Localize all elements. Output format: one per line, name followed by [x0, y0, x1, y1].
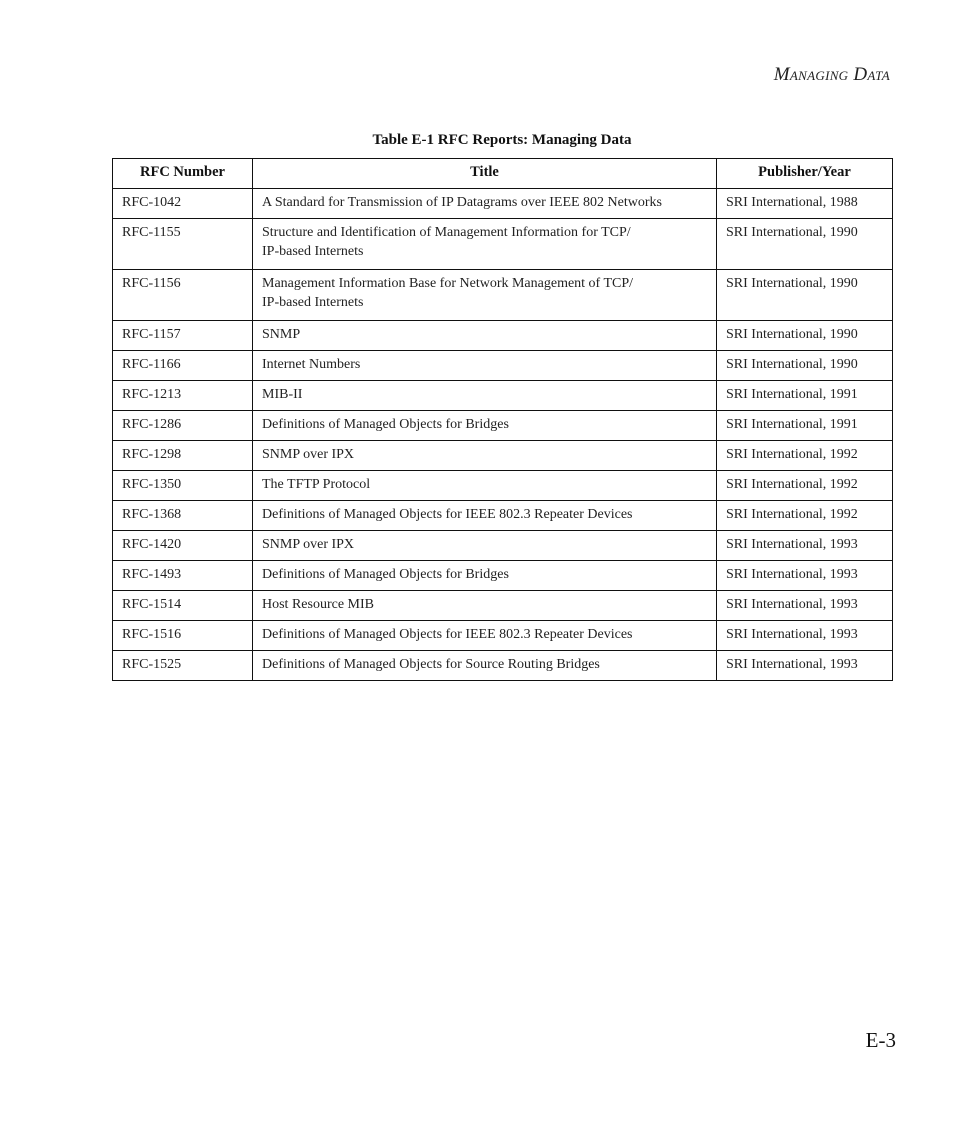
publisher-year-cell: SRI International, 1993 — [717, 531, 893, 561]
rfc-number-cell: RFC-1213 — [113, 381, 253, 411]
table-row — [113, 219, 893, 270]
rfc-number-cell: RFC-1298 — [113, 441, 253, 471]
table-row — [113, 441, 893, 471]
title-line: Definitions of Managed Objects for IEEE 802.3 Repeater Devices — [262, 627, 633, 642]
title-line: IP-based Internets — [262, 244, 364, 259]
rfc-number-cell: RFC-1042 — [113, 189, 253, 219]
title-line: SNMP over IPX — [262, 447, 355, 462]
table-row — [113, 501, 893, 531]
publisher-year-cell: SRI International, 1990 — [717, 219, 893, 270]
title-line: A Standard for Transmission of IP Datagrams over IEEE 802 Networks — [262, 195, 662, 210]
table-caption: Table E-1 RFC Reports: Managing Data — [372, 132, 632, 148]
table-row — [113, 381, 893, 411]
table-row — [113, 621, 893, 651]
title-cell — [253, 219, 717, 270]
table-row — [113, 651, 893, 681]
publisher-year-cell: SRI International, 1993 — [717, 621, 893, 651]
title-line: The TFTP Protocol — [262, 477, 371, 492]
title-cell — [253, 471, 717, 501]
title-line: Structure and Identification of Management Information for TCP/ — [262, 225, 631, 240]
title-cell — [253, 561, 717, 591]
publisher-year-cell: SRI International, 1992 — [717, 441, 893, 471]
table-row — [113, 351, 893, 381]
title-line: Definitions of Managed Objects for Bridges — [262, 567, 509, 582]
table-row — [113, 531, 893, 561]
table-row — [113, 321, 893, 351]
title-cell — [253, 501, 717, 531]
rfc-number-cell: RFC-1514 — [113, 591, 253, 621]
page-number: E-3 — [865, 1028, 896, 1052]
publisher-year-cell: SRI International, 1988 — [717, 189, 893, 219]
title-line: Host Resource MIB — [262, 597, 374, 612]
publisher-year-cell: SRI International, 1991 — [717, 411, 893, 441]
title-line: SNMP — [262, 327, 301, 342]
title-line: Definitions of Managed Objects for IEEE 802.3 Repeater Devices — [262, 507, 633, 522]
rfc-number-cell: RFC-1368 — [113, 501, 253, 531]
title-cell — [253, 531, 717, 561]
rfc-number-cell: RFC-1516 — [113, 621, 253, 651]
rfc-number-cell: RFC-1155 — [113, 219, 253, 270]
title-line: Management Information Base for Network Management of TCP/ — [262, 276, 634, 291]
column-header-rfc-number: RFC Number — [113, 159, 253, 189]
title-cell — [253, 411, 717, 441]
publisher-year-cell: SRI International, 1990 — [717, 351, 893, 381]
rfc-number-cell: RFC-1157 — [113, 321, 253, 351]
column-header-title: Title — [253, 159, 717, 189]
title-line: Internet Numbers — [262, 357, 361, 372]
rfc-number-cell: RFC-1420 — [113, 531, 253, 561]
running-header: Managing Data — [773, 64, 890, 85]
title-cell — [253, 441, 717, 471]
rfc-number-cell: RFC-1156 — [113, 270, 253, 321]
title-cell — [253, 621, 717, 651]
rfc-number-cell: RFC-1493 — [113, 561, 253, 591]
table-row — [113, 411, 893, 441]
title-line: SNMP over IPX — [262, 537, 355, 552]
title-cell — [253, 351, 717, 381]
column-header-publisher-year: Publisher/Year — [717, 159, 893, 189]
table-header — [113, 159, 893, 189]
table-row — [113, 189, 893, 219]
title-cell — [253, 270, 717, 321]
title-cell — [253, 381, 717, 411]
table-row — [113, 561, 893, 591]
table-row — [113, 471, 893, 501]
publisher-year-cell: SRI International, 1992 — [717, 501, 893, 531]
rfc-number-cell: RFC-1525 — [113, 651, 253, 681]
rfc-number-cell: RFC-1286 — [113, 411, 253, 441]
title-line: Definitions of Managed Objects for Bridges — [262, 417, 509, 432]
title-cell — [253, 651, 717, 681]
publisher-year-cell: SRI International, 1992 — [717, 471, 893, 501]
publisher-year-cell: SRI International, 1991 — [717, 381, 893, 411]
publisher-year-cell: SRI International, 1990 — [717, 270, 893, 321]
title-line: MIB-II — [262, 387, 303, 402]
rfc-number-cell: RFC-1166 — [113, 351, 253, 381]
title-line: IP-based Internets — [262, 295, 364, 310]
title-cell — [253, 591, 717, 621]
publisher-year-cell: SRI International, 1993 — [717, 561, 893, 591]
title-cell — [253, 189, 717, 219]
table-body — [113, 189, 893, 681]
rfc-reports-table — [112, 158, 893, 681]
table-row — [113, 270, 893, 321]
table-row — [113, 591, 893, 621]
publisher-year-cell: SRI International, 1993 — [717, 591, 893, 621]
rfc-number-cell: RFC-1350 — [113, 471, 253, 501]
publisher-year-cell: SRI International, 1993 — [717, 651, 893, 681]
title-line: Definitions of Managed Objects for Source Routing Bridges — [262, 657, 600, 672]
title-cell — [253, 321, 717, 351]
table-header-row — [113, 159, 893, 189]
publisher-year-cell: SRI International, 1990 — [717, 321, 893, 351]
